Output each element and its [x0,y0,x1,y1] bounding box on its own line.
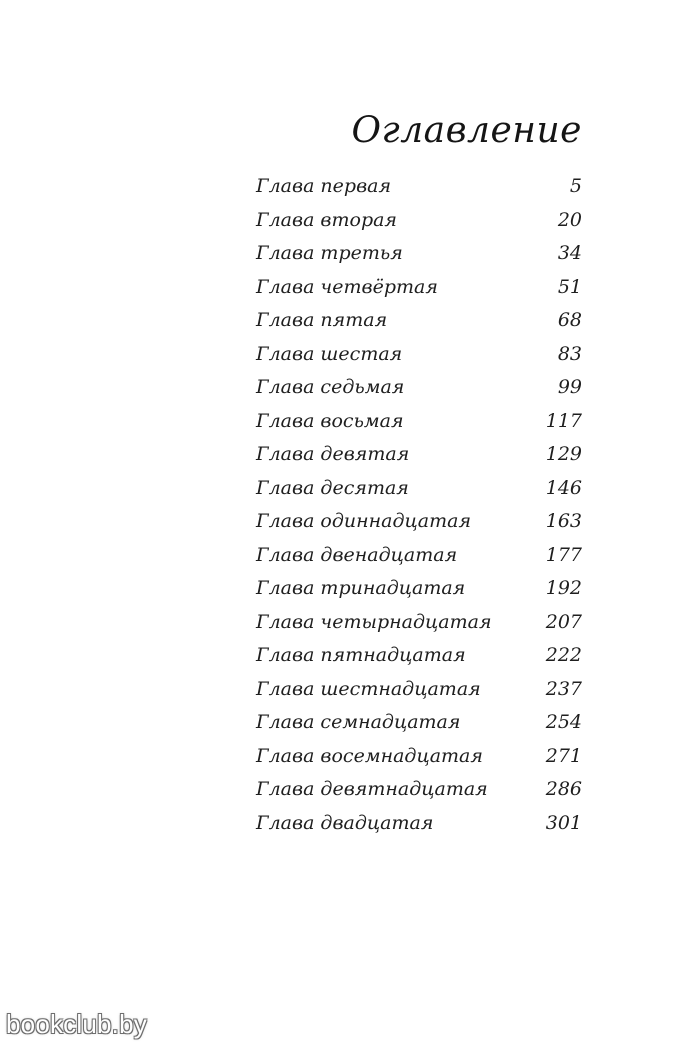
toc-page-number: 301 [545,811,582,834]
toc-list [256,170,582,840]
toc-entry [256,572,582,606]
toc-entry [256,606,582,640]
toc-page-number: 99 [557,376,582,398]
toc-chapter-title: Глава четырнадцатая [256,610,492,633]
toc-entry [256,505,582,539]
toc-chapter-title: Глава пятнадцатая [256,644,466,666]
toc-page-number: 129 [545,443,582,465]
toc-page-number: 5 [569,175,582,197]
toc-entry [256,807,582,841]
toc-entry [256,338,582,372]
toc-page-number: 192 [545,577,582,599]
toc-entry [256,304,582,338]
toc-chapter-title: Глава одиннадцатая [256,510,472,532]
toc-page-number: 254 [545,711,582,733]
toc-chapter-title: Глава шестая [256,342,403,365]
toc-chapter-title: Глава первая [256,175,392,197]
toc-chapter-title: Глава пятая [256,309,388,331]
toc-page-number: 177 [545,543,582,566]
toc-entry [256,673,582,707]
toc-chapter-title: Глава десятая [256,476,409,499]
toc-chapter-title: Глава двадцатая [256,811,434,834]
toc-page-number: 68 [557,309,582,331]
toc-page-number: 271 [545,744,582,767]
toc-page-number: 83 [557,342,582,365]
toc-chapter-title: Глава девятая [256,443,410,465]
toc-chapter-title: Глава тринадцатая [256,577,466,599]
toc-chapter-title: Глава четвёртая [256,275,438,298]
toc-page-number: 117 [545,409,582,432]
toc-entry [256,706,582,740]
toc-page-number: 51 [557,275,582,298]
toc-chapter-title: Глава шестнадцатая [256,677,481,700]
toc-page-number: 163 [545,510,582,532]
watermark-text: bookclub.by [6,1009,147,1039]
toc-entry [256,639,582,673]
toc-entry [256,371,582,405]
toc-page-number: 237 [545,677,582,700]
toc-entry [256,539,582,573]
toc-chapter-title: Глава двенадцатая [256,543,458,566]
toc-page-number: 286 [545,778,582,800]
toc-entry [256,740,582,774]
toc-entry [256,773,582,807]
toc-entry [256,438,582,472]
toc-chapter-title: Глава восемнадцатая [256,744,483,767]
toc-chapter-title: Глава третья [256,242,403,264]
toc-page-number: 222 [545,644,582,666]
toc-entry [256,237,582,271]
toc-page-number: 34 [557,242,582,264]
toc-entry [256,472,582,506]
toc-chapter-title: Глава девятнадцатая [256,778,488,800]
toc-entry [256,271,582,305]
toc-entry [256,204,582,238]
toc-title: Оглавление [351,110,582,151]
toc-entry [256,170,582,204]
toc-entry [256,405,582,439]
toc-page-number: 207 [545,610,582,633]
toc-chapter-title: Глава восьмая [256,409,404,432]
toc-chapter-title: Глава вторая [256,208,398,231]
toc-chapter-title: Глава седьмая [256,376,405,398]
toc-page-number: 146 [545,476,582,499]
toc-page-number: 20 [557,208,582,231]
toc-chapter-title: Глава семнадцатая [256,711,461,733]
